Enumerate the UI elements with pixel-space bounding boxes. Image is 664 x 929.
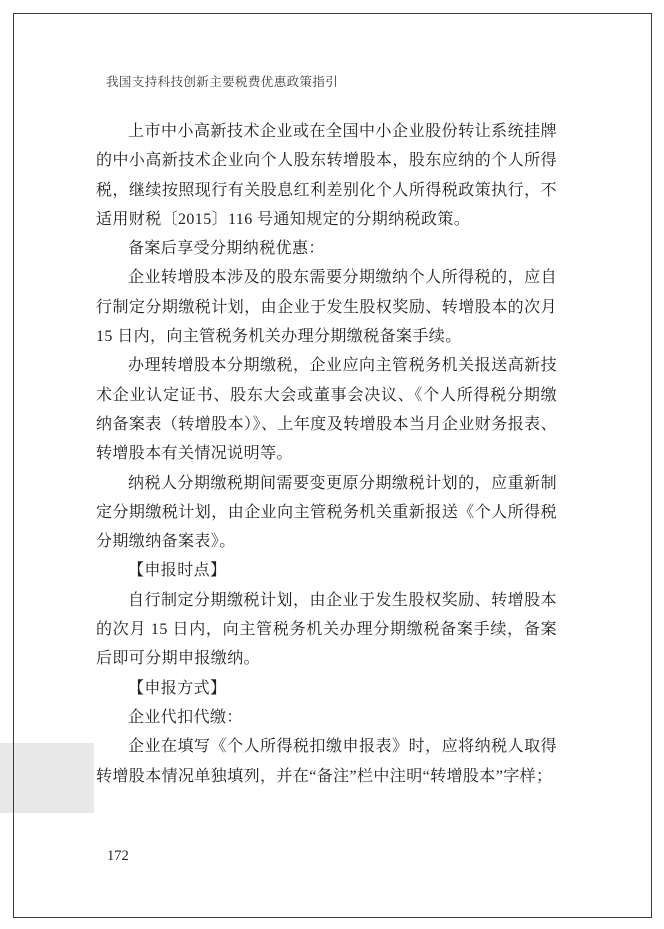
page-content	[96, 117, 557, 791]
paragraph: 【申报方式】	[128, 679, 227, 697]
page-edge-tab	[0, 743, 94, 813]
paragraph: 企业转增股本涉及的股东需要分期缴纳个人所得税的，应自行制定分期缴税计划，由企业于发生股权奖励、转增股本的次月 15 日内，向主管税务机关办理分期缴税备案手续。	[96, 269, 557, 346]
paragraph: 上市中小高新技术企业或在全国中小企业股份转让系统挂牌的中小高新技术企业向个人股东转增股本，股东应纳的个人所得税，继续按照现行有关股息红利差别化个人所得税政策执行，不适用财税〔2015〕116 号通知规定的分期纳税政策。	[96, 123, 557, 228]
paragraph: 【申报时点】	[128, 562, 227, 580]
paragraph: 自行制定分期缴税计划，由企业于发生股权奖励、转增股本的次月 15 日内，向主管税务机关办理分期缴税备案手续，备案后即可分期申报缴纳。	[96, 591, 557, 668]
paragraph: 纳税人分期缴税期间需要变更原分期缴税计划的，应重新制定分期缴税计划，由企业向主管税务机关重新报送《个人所得税分期缴纳备案表》。	[96, 474, 557, 551]
paragraph: 企业代扣代缴：	[128, 708, 243, 726]
page-number: 172	[107, 848, 129, 864]
running-header: 我国支持科技创新主要税费优惠政策指引	[106, 75, 339, 89]
paragraph: 企业在填写《个人所得税扣缴申报表》时，应将纳税人取得转增股本情况单独填列，并在“备注”栏中注明“转增股本”字样；	[96, 738, 557, 785]
paragraph: 办理转增股本分期缴税，企业应向主管税务机关报送高新技术企业认定证书、股东大会或董事会决议、《个人所得税分期缴纳备案表（转增股本）》、上年度及转增股本当月企业财务报表、转增股本有关情况说明等。	[96, 357, 557, 463]
paragraph: 备案后享受分期纳税优惠：	[128, 240, 325, 258]
